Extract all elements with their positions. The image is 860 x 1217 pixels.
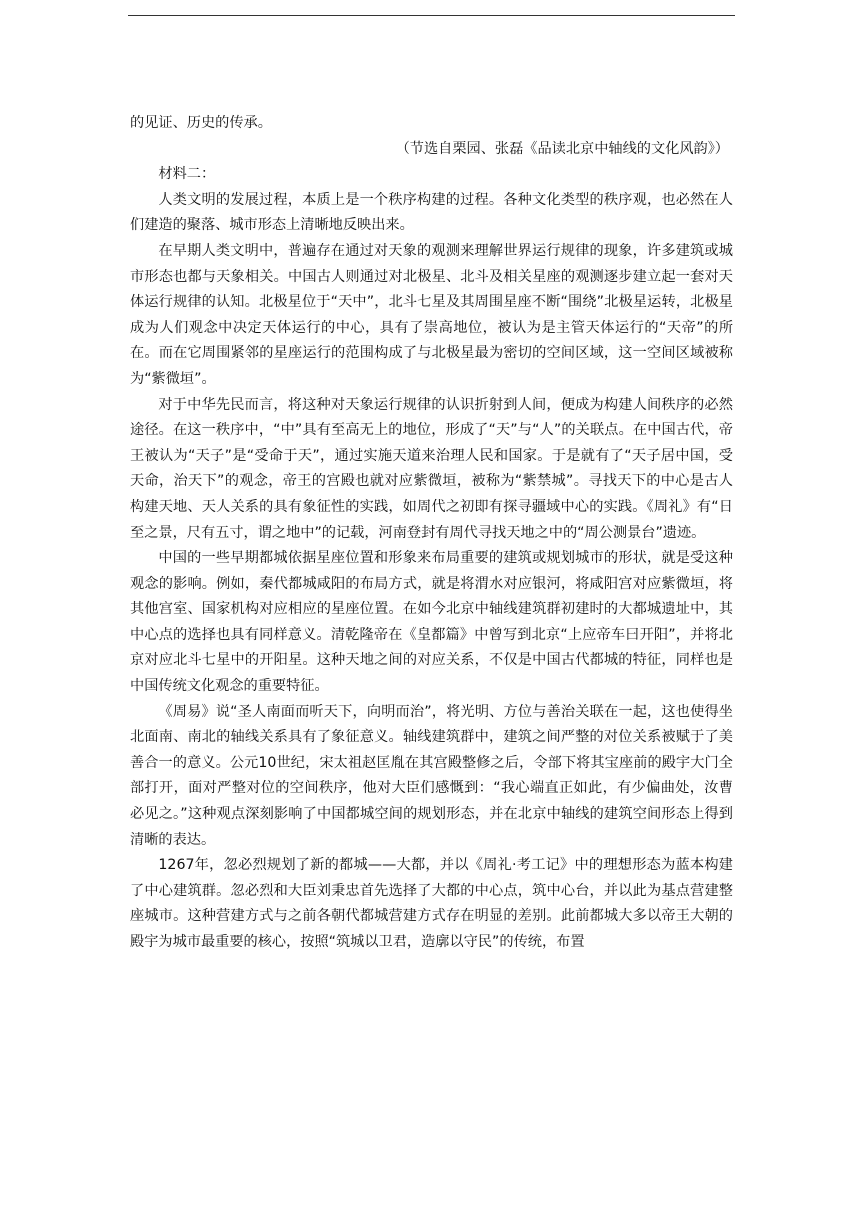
source-citation: （节选自栗园、张磊《品读北京中轴线的文化风韵》） <box>395 140 729 157</box>
document-body <box>130 111 733 956</box>
paragraph: 对于中华先民而言，将这种对天象运行规律的认识折射到人间，便成为构建人间秩序的必然途径。在这一秩序中，“中”具有至高无上的地位，形成了“天”与“人”的关联点。在中国古代，帝王被认为“天子”是“受命于天”，通过实施天道来治理人民和国家。于是就有了“天子居中国，受天命，治天下”的观念，帝王的宫殿也就对应紫微垣，被称为“紫禁城”。寻找天下的中心是古人构建天地、天人关系的具有象征性的实践，如周代之初即有探寻疆域中心的实践。《周礼》有“日至之景，尺有五寸，谓之地中”的记载，河南登封有周代寻找天地之中的“周公测景台”遗迹。 <box>130 396 733 541</box>
paragraph: 1267年，忽必烈规划了新的都城——大都，并以《周礼·考工记》中的理想形态为蓝本构建了中心建筑群。忽必烈和大臣刘秉忠首先选择了大都的中心点，筑中心台，并以此为基点营建整座城市。这种营建方式与之前各朝代都城营建方式存在明显的差别。此前都城大多以帝王大朝的殿宇为城市最重要的核心，按照“筑城以卫君，造廓以守民”的传统，布置 <box>130 857 733 950</box>
section-label: 材料二： <box>158 166 216 183</box>
paragraph: 人类文明的发展过程，本质上是一个秩序构建的过程。各种文化类型的秩序观，也必然在人们建造的聚落、城市形态上清晰地反映出来。 <box>130 191 733 234</box>
paragraph: 在早期人类文明中，普遍存在通过对天象的观测来理解世界运行规律的现象，许多建筑或城市形态也都与天象相关。中国古人则通过对北极星、北斗及相关星座的观测逐步建立起一套对天体运行规律的认知。北极星位于“天中”，北斗七星及其周围星座不断“围绕”北极星运转，北极星成为人们观念中决定天体运行的中心，具有了崇高地位，被认为是主管天体运行的“天帝”的所在。而在它周围紧邻的星座运行的范围构成了与北极星最为密切的空间区域，这一空间区域被称为“紫微垣”。 <box>130 242 734 387</box>
paragraph: 中国的一些早期都城依据星座位置和形象来布局重要的建筑或规划城市的形状，就是受这种观念的影响。例如，秦代都城咸阳的布局方式，就是将渭水对应银河，将咸阳宫对应紫微垣，将其他宫室、国家机构对应相应的星座位置。在如今北京中轴线建筑群初建时的大都城遗址中，其中心点的选择也具有同样意义。清乾隆帝在《皇都篇》中曾写到北京“上应帝车曰开阳”，并将北京对应北斗七星中的开阳星。这种天地之间的对应关系，不仅是中国古代都城的特征，同样也是中国传统文化观念的重要特征。 <box>130 550 733 695</box>
paragraph: 《周易》说“圣人南面而听天下，向明而治”，将光明、方位与善治关联在一起，这也使得坐北面南、南北的轴线关系具有了象征意义。轴线建筑群中，建筑之间严整的对位关系被赋于了美善合一的意义。公元10世纪，宋太祖赵匡胤在其宫殿整修之后，令部下将其宝座前的殿宇大门全部打开，面对严整对位的空间秩序，他对大臣们感慨到：“我心端直正如此，有少偏曲处，汝曹必见之。”这种观点深刻影响了中国都城空间的规划形态，并在北京中轴线的建筑空间形态上得到清晰的表达。 <box>130 703 733 848</box>
continuation-text: 的见证、历史的传承。 <box>130 115 272 131</box>
header-rule <box>128 15 735 16</box>
